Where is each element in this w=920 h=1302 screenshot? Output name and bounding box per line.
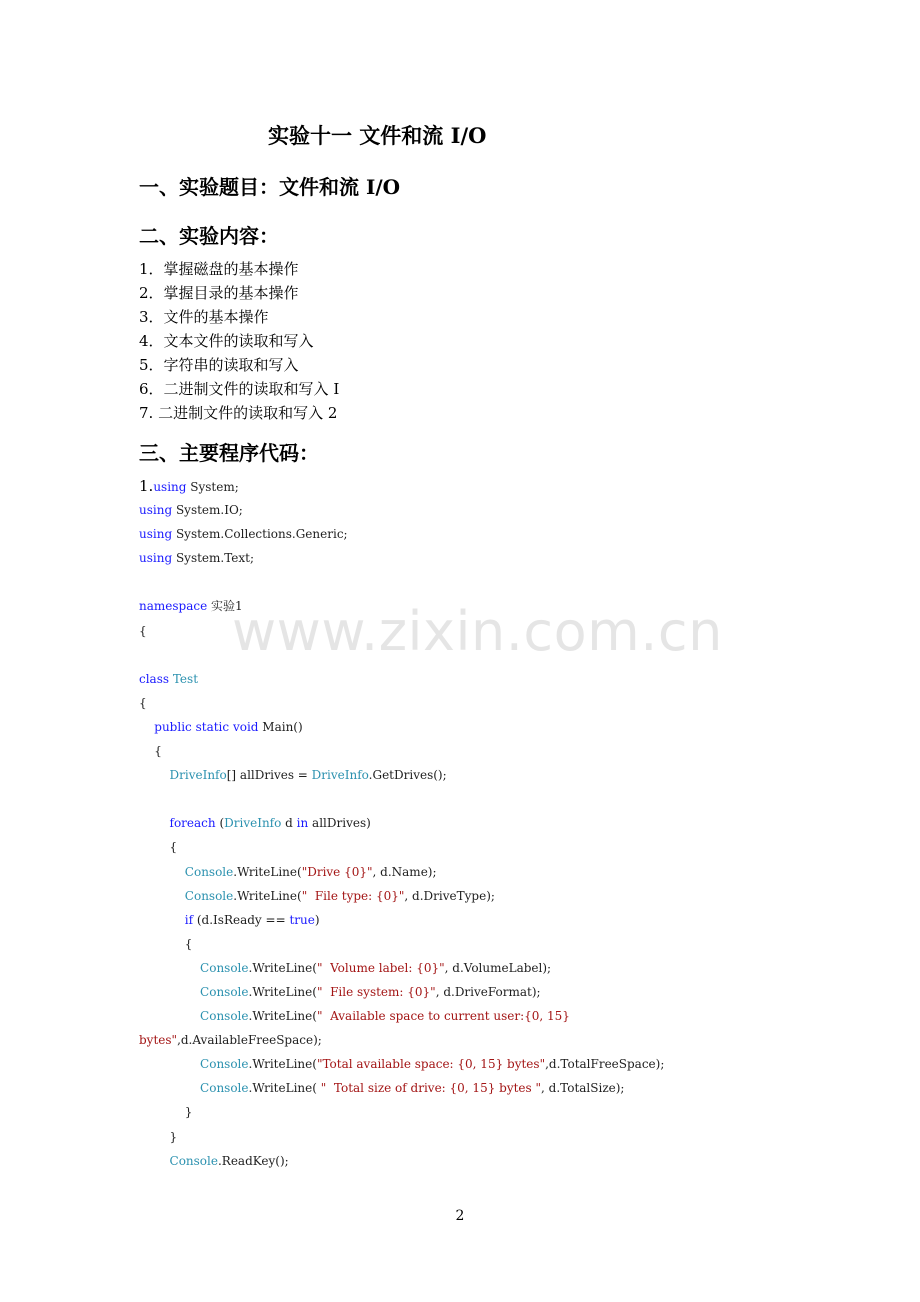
code-token: , d.DriveFormat); xyxy=(435,984,541,999)
code-token: ,d.AvailableFreeSpace); xyxy=(177,1033,322,1048)
code-token: Console xyxy=(200,1081,249,1096)
code-token xyxy=(139,1154,170,1168)
code-line xyxy=(139,522,839,546)
code-token: DriveInfo xyxy=(224,816,282,831)
code-token: { xyxy=(139,623,147,638)
code-token xyxy=(139,1081,200,1095)
code-token: System.Text; xyxy=(172,551,255,566)
code-token: foreach xyxy=(169,816,216,831)
code-token: , d.DriveType); xyxy=(404,888,495,903)
list-item: 6．二进制文件的读取和写入 I xyxy=(139,380,340,398)
code-line xyxy=(139,763,839,787)
code-token xyxy=(139,720,154,734)
code-block xyxy=(139,474,839,1173)
code-token: Main() xyxy=(258,719,303,734)
code-line xyxy=(139,860,839,884)
code-token: " File system: {0}" xyxy=(316,984,436,999)
code-token: Console xyxy=(200,984,249,999)
code-line xyxy=(139,980,839,1004)
code-token: { xyxy=(139,695,147,710)
code-token: " Available space to current user:{0, 15} xyxy=(316,1009,570,1024)
list-item: 1．掌握磁盘的基本操作 xyxy=(139,260,299,278)
code-token: .WriteLine( xyxy=(233,864,302,879)
section-heading-topic: 一、实验题目：文件和流 I/O xyxy=(139,175,401,199)
code-token xyxy=(139,985,200,999)
code-token: (d.IsReady == xyxy=(193,912,290,927)
code-line xyxy=(139,1125,839,1149)
code-token: .ReadKey(); xyxy=(217,1153,289,1168)
code-token: class xyxy=(139,671,170,686)
code-token: Console xyxy=(184,864,234,879)
code-token: d xyxy=(281,816,297,831)
code-line xyxy=(139,1004,839,1028)
code-token: "Drive {0}" xyxy=(301,864,373,879)
code-token xyxy=(139,1057,200,1071)
list-item: 4．文本文件的读取和写入 xyxy=(139,332,314,350)
code-token: if xyxy=(184,912,194,927)
list-item: 2．掌握目录的基本操作 xyxy=(139,284,299,302)
code-token: ) xyxy=(314,912,320,927)
code-line xyxy=(139,570,839,594)
code-token: "Total available space: {0, 15} bytes" xyxy=(316,1057,546,1072)
code-token: .WriteLine( xyxy=(248,1009,317,1024)
code-token: , d.VolumeLabel); xyxy=(444,960,552,975)
code-line xyxy=(139,667,839,691)
code-token xyxy=(139,816,170,830)
code-token: using xyxy=(139,527,173,542)
code-token: in xyxy=(296,816,309,831)
code-line xyxy=(139,739,839,763)
list-item: 3．文件的基本操作 xyxy=(139,308,269,326)
code-line xyxy=(139,691,839,715)
code-token: , d.TotalSize); xyxy=(541,1081,625,1096)
content-list xyxy=(139,257,339,425)
code-token: " File type: {0}" xyxy=(301,888,405,903)
code-token: bytes" xyxy=(139,1033,178,1048)
code-line xyxy=(139,908,839,932)
code-token: System.Collections.Generic; xyxy=(172,527,348,542)
code-line xyxy=(139,932,839,956)
code-token: .WriteLine( xyxy=(248,960,317,975)
section-heading-code: 三、主要程序代码： xyxy=(139,441,319,465)
list-item: 5．字符串的读取和写入 xyxy=(139,356,299,374)
code-token: DriveInfo xyxy=(311,768,369,783)
code-token: 1. xyxy=(139,477,154,495)
page-number: 2 xyxy=(455,1208,465,1224)
code-token: ,d.TotalFreeSpace); xyxy=(545,1057,665,1072)
code-line xyxy=(139,1149,839,1173)
code-token: public xyxy=(154,719,192,734)
code-token: Console xyxy=(169,1153,218,1168)
code-line xyxy=(139,498,839,522)
code-token: .WriteLine( xyxy=(248,984,317,999)
code-token: 实验1 xyxy=(207,599,243,614)
code-line xyxy=(139,787,839,811)
code-token: allDrives) xyxy=(308,816,371,831)
code-line xyxy=(139,884,839,908)
code-token: [] allDrives = xyxy=(226,768,312,783)
code-line xyxy=(139,956,839,980)
code-line xyxy=(139,474,839,498)
code-line xyxy=(139,1076,839,1100)
code-token: Console xyxy=(200,1009,249,1024)
code-token: " Total size of drive: {0, 15} bytes " xyxy=(320,1081,542,1096)
code-token: } xyxy=(139,1129,178,1144)
code-token xyxy=(139,865,185,879)
code-line xyxy=(139,1052,839,1076)
code-token: static xyxy=(195,719,230,734)
code-token: using xyxy=(139,503,173,518)
page-title: 实验十一 文件和流 I/O xyxy=(268,123,487,148)
code-token: Console xyxy=(200,1057,249,1072)
code-token: { xyxy=(139,936,193,951)
code-token xyxy=(139,768,170,782)
code-line xyxy=(139,835,839,859)
code-token: .WriteLine( xyxy=(233,888,302,903)
code-token: using xyxy=(153,480,187,494)
section-heading-content: 二、实验内容： xyxy=(139,224,279,248)
code-line xyxy=(139,1100,839,1124)
code-token: namespace xyxy=(139,599,208,614)
code-token: Console xyxy=(200,960,249,975)
list-item: 7. 二进制文件的读取和写入 2 xyxy=(139,404,338,422)
code-token: void xyxy=(232,719,259,734)
code-token: .WriteLine( xyxy=(248,1057,317,1072)
watermark: www.zixin.com.cn xyxy=(232,600,723,663)
code-token: } xyxy=(139,1105,193,1120)
code-token xyxy=(139,961,200,975)
code-line xyxy=(139,1028,839,1052)
code-line xyxy=(139,546,839,570)
code-token: { xyxy=(139,840,178,855)
code-token: true xyxy=(289,912,315,927)
code-token xyxy=(139,913,185,927)
code-token: Console xyxy=(184,888,234,903)
code-token: " Volume label: {0}" xyxy=(316,960,445,975)
code-token: System; xyxy=(186,480,239,494)
code-token: Test xyxy=(172,671,199,686)
code-token: System.IO; xyxy=(172,503,243,518)
code-token: using xyxy=(139,551,173,566)
code-token: .GetDrives(); xyxy=(368,768,447,783)
code-token xyxy=(139,1009,200,1023)
code-line xyxy=(139,715,839,739)
code-token: { xyxy=(139,744,162,759)
code-token xyxy=(139,889,185,903)
code-line xyxy=(139,811,839,835)
code-token: .WriteLine( xyxy=(248,1081,321,1096)
code-token: , d.Name); xyxy=(372,864,437,879)
code-token: ( xyxy=(215,816,225,831)
code-token: DriveInfo xyxy=(169,768,227,783)
